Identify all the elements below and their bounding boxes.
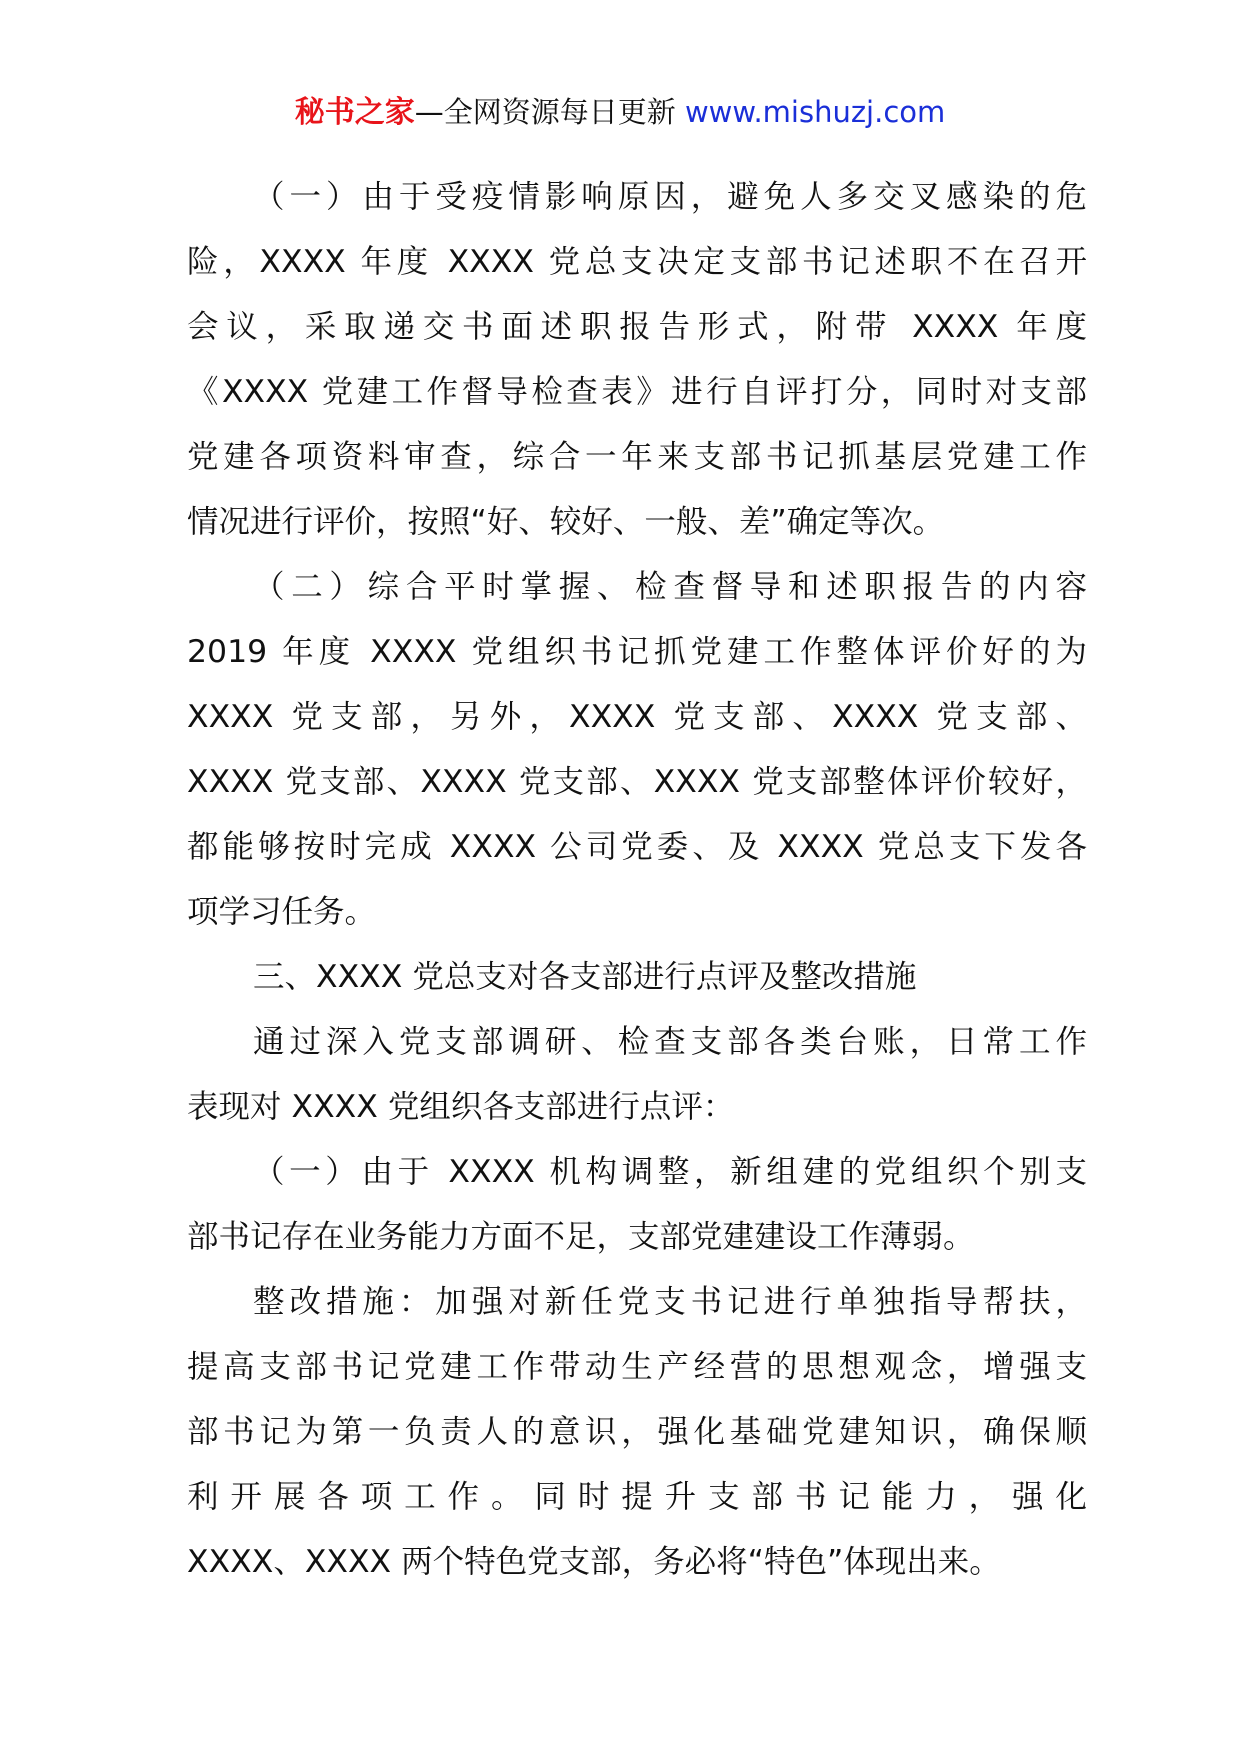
document-line: 提高支部书记党建工作带动生产经营的思想观念，增强支 — [187, 1349, 1087, 1385]
document-line: XXXX、XXXX 两个特色党支部，务必将“特色”体现出来。 — [187, 1544, 1001, 1580]
document-line: （二）综合平时掌握、检查督导和述职报告的内容 — [253, 569, 1087, 605]
site-tagline: —全网资源每日更新 — [414, 95, 676, 129]
document-line: 情况进行评价，按照“好、较好、一般、差”确定等次。 — [187, 504, 945, 540]
document-line: 整改措施：加强对新任党支书记进行单独指导帮扶， — [253, 1284, 1087, 1320]
document-line: （一）由于受疫情影响原因，避免人多交叉感染的危 — [253, 179, 1087, 215]
document-line: 部书记为第一负责人的意识，强化基础党建知识，确保顺 — [187, 1414, 1087, 1450]
document-line: XXXX 党支部、XXXX 党支部、XXXX 党支部整体评价较好， — [187, 764, 1087, 800]
document-line: 通过深入党支部调研、检查支部各类台账，日常工作 — [253, 1024, 1087, 1060]
document-line: 表现对 XXXX 党组织各支部进行点评： — [187, 1089, 735, 1125]
site-brand: 秘书之家 — [294, 95, 415, 130]
document-line: 利开展各项工作。同时提升支部书记能力，强化 — [187, 1479, 1087, 1515]
document-line: 险，XXXX 年度 XXXX 党总支决定支部书记述职不在召开 — [187, 244, 1087, 280]
document-line: 2019 年度 XXXX 党组织书记抓党建工作整体评价好的为 — [187, 634, 1087, 670]
document-line: （一）由于 XXXX 机构调整，新组建的党组织个别支 — [253, 1154, 1087, 1190]
document-line: 党建各项资料审查，综合一年来支部书记抓基层党建工作 — [187, 439, 1087, 475]
document-line: 《XXXX 党建工作督导检查表》进行自评打分，同时对支部 — [187, 374, 1087, 410]
document-line: 项学习任务。 — [187, 894, 377, 930]
site-header — [0, 92, 1240, 133]
document-line: 部书记存在业务能力方面不足，支部党建建设工作薄弱。 — [187, 1219, 975, 1255]
document-line: 三、XXXX 党总支对各支部进行点评及整改措施 — [253, 959, 917, 995]
site-url-link[interactable]: www.mishuzj.com — [684, 95, 946, 129]
document-line: 都能够按时完成 XXXX 公司党委、及 XXXX 党总支下发各 — [187, 829, 1087, 865]
document-body — [187, 165, 1087, 1595]
document-line: XXXX 党支部，另外，XXXX 党支部、XXXX 党支部、 — [187, 699, 1087, 735]
document-line: 会议，采取递交书面述职报告形式，附带 XXXX 年度 — [187, 309, 1087, 345]
